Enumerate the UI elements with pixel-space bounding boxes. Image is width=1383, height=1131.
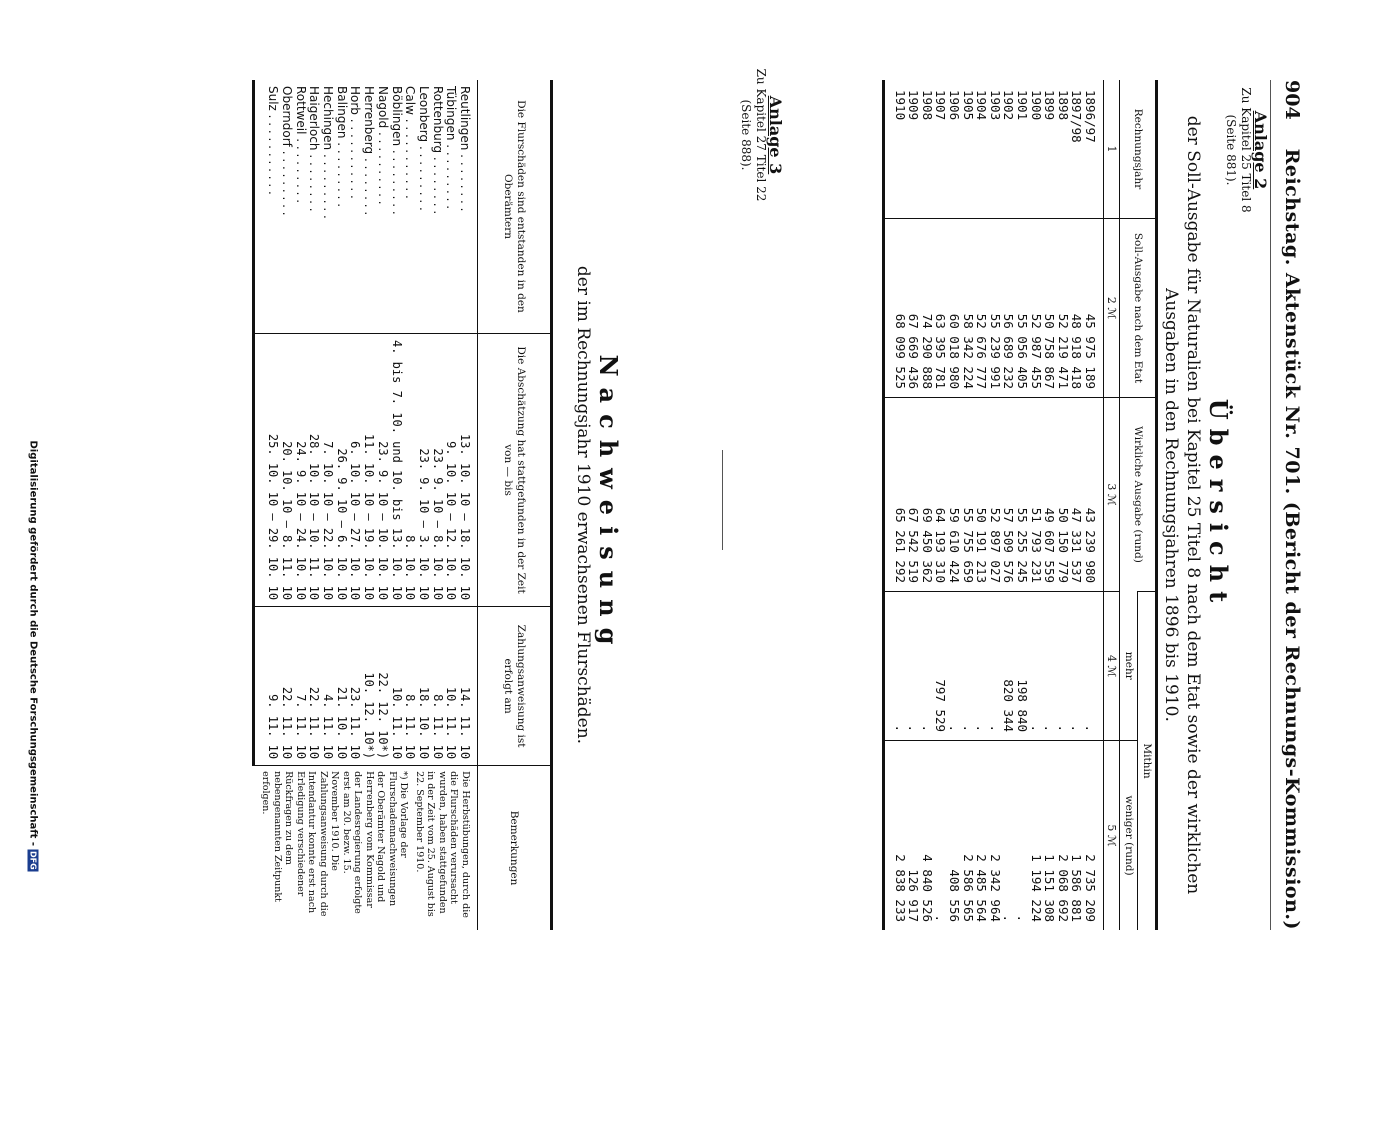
cell-mehr: .	[907, 592, 921, 741]
cell-weniger: 2 485 564	[975, 741, 989, 930]
cell-soll: 48 918 418	[1070, 219, 1084, 398]
cell-district: Rottenburg . . . . . . . .	[430, 86, 445, 215]
cell-soll: 58 342 224	[961, 219, 975, 398]
cell-district: Hechingen . . . . . . . . .	[321, 86, 336, 219]
cell-district: Herrenberg . . . . . . . .	[362, 86, 377, 216]
cell-weniger: 4 840 526	[920, 741, 934, 930]
cell-mehr: .	[920, 592, 934, 741]
digitization-credit-text: Digitalisierung gefördert durch die Deutsche Forschungsgemeinschaft -	[27, 440, 39, 847]
unit-mark: ℳ	[1105, 307, 1118, 320]
cell-period: 23. 9. 10 — 3. 10. 10	[416, 334, 430, 607]
table-row	[1043, 80, 1057, 930]
cell-mehr: .	[1070, 592, 1084, 741]
table-row	[988, 80, 1002, 930]
nachweisung-heading: Nachweisung	[594, 354, 623, 656]
table-row	[1029, 80, 1043, 930]
cell-year: 1900	[1028, 90, 1044, 121]
cell-weniger: 1 586 881	[1070, 741, 1084, 930]
table-row	[1015, 80, 1029, 930]
cell-district: Nagold . . . . . . . . . .	[375, 86, 390, 205]
cell-actual: 43 239 980	[1083, 398, 1103, 592]
table-row	[1070, 80, 1084, 930]
unit-mark: ℳ	[1105, 493, 1118, 506]
table-row	[961, 80, 975, 930]
cell-actual: 50 150 779	[1056, 398, 1070, 592]
appendix-3-block	[738, 60, 783, 210]
cell-district: Horb . . . . . . . . . . .	[348, 86, 363, 199]
cell-payment: 10. 12. 10*)	[361, 607, 375, 766]
cell-year: 1904	[974, 90, 990, 121]
appendix-3-ref: Zu Kapitel 27 Titel 22	[754, 68, 768, 202]
cell-soll: 50 758 867	[1043, 219, 1057, 398]
table-row	[457, 80, 477, 930]
cell-payment: 22. 12. 10*)	[375, 607, 389, 766]
cell-payment: 14. 11. 10	[457, 607, 477, 766]
table-row	[975, 80, 989, 930]
cell-weniger: .	[934, 741, 948, 930]
cell-year: 1910	[884, 80, 907, 219]
cell-soll: 68 099 525	[884, 219, 907, 398]
cell-district: Leonberg . . . . . . . . .	[416, 86, 431, 211]
cell-mehr: .	[988, 592, 1002, 741]
cell-soll: 52 987 455	[1029, 219, 1043, 398]
cell-year: 1901	[1015, 90, 1031, 121]
cell-year: 1907	[933, 90, 949, 121]
cell-period: 13. 10. 10 — 18. 10. 10	[457, 334, 477, 607]
cell-district: Reutlingen . . . . . . . .	[458, 86, 472, 212]
cell-soll: 55 239 991	[988, 219, 1002, 398]
remarks-cell	[254, 766, 478, 930]
table-row	[1056, 80, 1070, 930]
cell-payment: 10. 11. 10	[444, 607, 458, 766]
cell-payment: 22. 11. 10	[307, 607, 321, 766]
cell-year: 1896/97	[1083, 90, 1098, 143]
cell-period: 4. bis 7. 10. und 10. bis 13. 10. 10	[389, 334, 403, 607]
cell-mehr: 797 529	[934, 592, 948, 741]
col-header-district: Die Flurschäden sind entstanden in den Oberämtern	[478, 80, 552, 334]
remarks-text: Die Herbstübungen, durch die die Flurschäden verursacht wurden, haben stattgefunden in der Zeit vom 25. August bis 22. September 1910.	[414, 771, 471, 918]
cell-actual: 50 191 213	[975, 398, 989, 592]
cell-soll: 52 676 777	[975, 219, 989, 398]
nachweisung-table	[253, 80, 554, 930]
cell-mehr: .	[1029, 592, 1043, 741]
cell-period: 11. 10. 10 — 19. 10. 10	[361, 334, 375, 607]
cell-actual: 67 542 519	[907, 398, 921, 592]
cell-soll: 45 975 189	[1083, 219, 1103, 398]
appendix-3-title: Anlage 3	[766, 95, 785, 175]
cell-year: 1903	[987, 90, 1003, 121]
cell-payment: 23. 11. 10	[348, 607, 362, 766]
cell-district: Böblingen . . . . . . . . .	[389, 86, 404, 215]
cell-mehr: .	[884, 592, 907, 741]
col-header-payment: Zahlungsanweisung ist erfolgt am	[478, 607, 552, 766]
cell-soll: 74 290 888	[920, 219, 934, 398]
cell-year: 1898	[1055, 90, 1071, 121]
cell-actual: 59 610 424	[947, 398, 961, 592]
nachweisung-title-block	[572, 80, 623, 930]
cell-mehr: .	[947, 592, 961, 741]
table-row	[1083, 80, 1103, 930]
appendix-2-page-ref: (Seite 881).	[1224, 114, 1238, 186]
nachweisung-table-body	[254, 80, 478, 930]
col-header-actual: Wirkliche Ausgabe (rund)	[1120, 398, 1157, 592]
overview-table	[882, 80, 1158, 930]
page-number: 904	[1281, 80, 1303, 120]
overview-subtitle-1: der Soll-Ausgabe für Naturalien bei Kapitel 25 Titel 8 nach dem Etat sowie der wirklichen	[1183, 115, 1203, 895]
cell-district: Balingen . . . . . . . . .	[334, 86, 349, 208]
nachweisung-subtitle: der im Rechnungsjahr 1910 erwachsenen Flurschäden.	[573, 265, 593, 745]
running-title: Reichstag. Aktenstück Nr. 701. (Bericht der Rechnungs-Kommission.)	[1281, 148, 1303, 930]
cell-district: Rottweil . . . . . . . . .	[293, 86, 308, 204]
header-rule	[1270, 80, 1271, 930]
table-row	[947, 80, 961, 930]
page-header	[1273, 80, 1303, 930]
section-divider	[722, 450, 723, 550]
col-number: 5 ℳ	[1104, 741, 1120, 930]
cell-actual: 55 255 245	[1015, 398, 1029, 592]
cell-weniger: 2 838 233	[884, 741, 907, 930]
cell-payment: 8. 11. 10	[430, 607, 444, 766]
cell-weniger: 2 342 964	[988, 741, 1002, 930]
cell-period: 20. 10. 10 — 8. 11. 10	[279, 334, 293, 607]
cell-weniger: 1 151 308	[1043, 741, 1057, 930]
appendix-3-page-ref: (Seite 888).	[739, 99, 753, 171]
cell-district: Sulz . . . . . . . . . . .	[254, 80, 279, 334]
cell-year: 1899	[1042, 90, 1058, 121]
appendix-2-ref: Zu Kapitel 25 Titel 8	[1239, 87, 1253, 213]
cell-payment: 10. 11. 10	[389, 607, 403, 766]
table-row	[884, 80, 907, 930]
col-header-mehr: mehr	[1120, 592, 1138, 741]
table-row	[907, 80, 921, 930]
col-header-remarks: Bemerkungen	[478, 766, 552, 930]
cell-payment: 18. 10. 10	[416, 607, 430, 766]
cell-year: 1906	[947, 90, 963, 121]
cell-payment: 7. 11. 10	[293, 607, 307, 766]
col-header-soll: Soll-Ausgabe nach dem Etat	[1120, 219, 1157, 398]
cell-period: 25. 10. 10 — 29. 10. 10	[254, 334, 279, 607]
cell-mehr: .	[961, 592, 975, 741]
dfg-logo: DFG	[28, 851, 38, 870]
col-number: 3 ℳ	[1104, 398, 1120, 592]
cell-actual: 65 261 292	[884, 398, 907, 592]
cell-district: Oberndorf . . . . . . . . .	[280, 86, 295, 216]
cell-actual: 49 607 559	[1043, 398, 1057, 592]
cell-period: 6. 10. 10 — 27. 10. 10	[348, 334, 362, 607]
cell-district: Calw . . . . . . . . . . .	[403, 86, 418, 199]
overview-heading: Übersicht	[1204, 398, 1233, 612]
cell-period: 7. 10. 10 — 22. 10. 10	[320, 334, 334, 607]
overview-subtitle-2: Ausgaben in den Rechnungsjahren 1896 bis 1910.	[1161, 288, 1181, 722]
cell-period: 24. 9. 10 — 24. 10. 10	[293, 334, 307, 607]
cell-soll: 56 689 232	[1002, 219, 1016, 398]
cell-weniger: 2 068 692	[1056, 741, 1070, 930]
cell-payment: 22. 11. 10	[279, 607, 293, 766]
col-header-period: Die Abschätzung hat stattgefunden in der Zeit von — bis	[478, 334, 552, 607]
cell-weniger: 408 556	[947, 741, 961, 930]
cell-soll: 67 669 436	[907, 219, 921, 398]
cell-soll: 63 395 781	[934, 219, 948, 398]
appendix-2-title: Anlage 2	[1251, 110, 1270, 190]
table-row	[934, 80, 948, 930]
cell-period: 28. 10. 10 — 10. 11. 10	[307, 334, 321, 607]
cell-year: 1897/98	[1069, 90, 1085, 143]
cell-payment: 9. 11. 10	[254, 607, 279, 766]
cell-period: 26. 9. 10 — 6. 10. 10	[334, 334, 348, 607]
cell-actual: 69 450 362	[920, 398, 934, 592]
unit-mark: ℳ	[1105, 834, 1118, 847]
cell-actual: 64 193 310	[934, 398, 948, 592]
cell-actual: 52 897 027	[988, 398, 1002, 592]
cell-mehr: 820 344	[1002, 592, 1016, 741]
cell-mehr: .	[975, 592, 989, 741]
cell-actual: 57 509 576	[1002, 398, 1016, 592]
cell-actual: 51 793 231	[1029, 398, 1043, 592]
cell-soll: 52 219 471	[1056, 219, 1070, 398]
footnote-text: *) Die Vorlage der Flurschadennachweisungen der Oberämter Nagold und Herrenberg vom Kommissar der Landesregierung erfolgte erst am 20. bezw. 15. November 1910. Die Zahlungsanweisung durch die Intendantur konnte erst nach Erledigung verschiedener Rückfragen zu dem nebengenannten Zeitpunkt erfolgen.	[260, 771, 410, 917]
cell-payment: 21. 10. 10	[334, 607, 348, 766]
cell-weniger: 2 735 209	[1083, 741, 1103, 930]
cell-period: 23. 9. 10 — 8. 10. 10	[430, 334, 444, 607]
cell-actual: 47 331 537	[1070, 398, 1084, 592]
cell-period: 8. 10. 10	[403, 334, 417, 607]
cell-weniger: 2 586 565	[961, 741, 975, 930]
table-row	[920, 80, 934, 930]
cell-mehr: .	[1043, 592, 1057, 741]
cell-soll: 60 018 980	[947, 219, 961, 398]
col-number: 2 ℳ	[1104, 219, 1120, 398]
col-number: 4 ℳ	[1104, 592, 1120, 741]
overview-title-block	[1160, 80, 1233, 930]
cell-weniger: .	[1015, 741, 1029, 930]
col-number: 1	[1104, 80, 1120, 219]
cell-payment: 4. 11. 10	[320, 607, 334, 766]
overview-table-body	[884, 80, 1104, 930]
col-header-year: Rechnungsjahr	[1120, 80, 1157, 219]
col-header-weniger: weniger (rund)	[1120, 741, 1138, 930]
cell-soll: 55 056 405	[1015, 219, 1029, 398]
col-header-mithin: Mithin	[1138, 592, 1157, 931]
cell-mehr: 198 840	[1015, 592, 1029, 741]
cell-year: 1909	[906, 90, 922, 121]
unit-mark: ℳ	[1105, 665, 1118, 678]
cell-district: Haigerloch . . . . . . . .	[307, 86, 322, 212]
cell-weniger: 1 194 224	[1029, 741, 1043, 930]
cell-weniger: .	[1002, 741, 1016, 930]
cell-year: 1905	[960, 90, 976, 121]
cell-period: 23. 9. 10 — 10. 10. 10	[375, 334, 389, 607]
table-row	[1002, 80, 1016, 930]
cell-period: 9. 10. 10 — 12. 10. 10	[444, 334, 458, 607]
cell-actual: 55 755 659	[961, 398, 975, 592]
cell-year: 1908	[919, 90, 935, 121]
cell-weniger: 126 917	[907, 741, 921, 930]
cell-payment: 8. 11. 10	[403, 607, 417, 766]
cell-mehr: .	[1056, 592, 1070, 741]
cell-district: Tübingen . . . . . . . . .	[444, 86, 459, 210]
cell-mehr: .	[1083, 592, 1103, 741]
cell-year: 1902	[1001, 90, 1017, 121]
